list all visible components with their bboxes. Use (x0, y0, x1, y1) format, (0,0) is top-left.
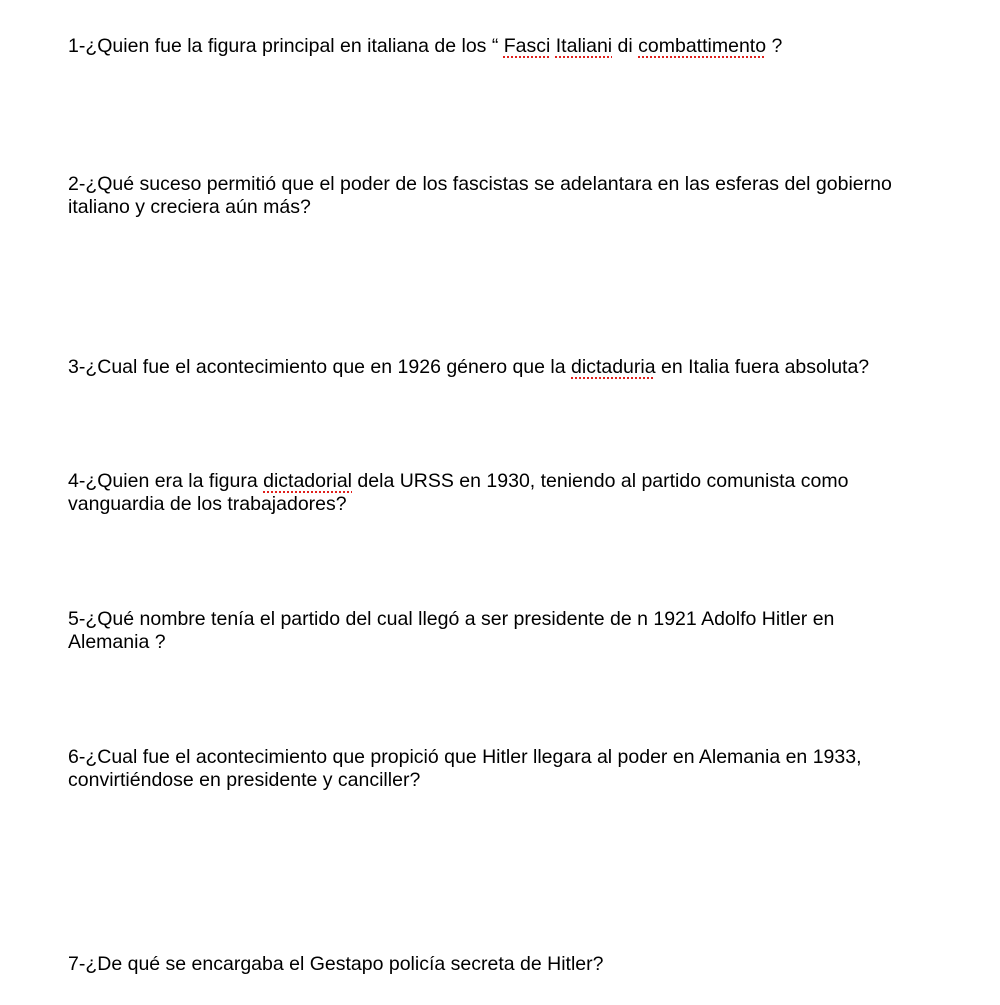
misspelled-word-dictadorial[interactable]: dictadorial (263, 470, 352, 492)
misspelled-word-dictaduria[interactable]: dictaduria (571, 356, 656, 378)
misspelled-word-fasci[interactable]: Fasci (503, 35, 551, 57)
misspelled-word-italiani[interactable]: Italiani (555, 35, 613, 57)
question-2-line-2: italiano y creciera aún más? (68, 196, 311, 218)
question-7 (68, 953, 968, 976)
question-3-text: 3-¿Cual fue el acontecimiento que en 1926 género que la (68, 356, 572, 378)
question-2 (68, 173, 968, 219)
question-4-line-2: vanguardia de los trabajadores? (68, 493, 347, 515)
question-3 (68, 356, 968, 379)
question-5 (68, 608, 968, 654)
question-5-line-2: Alemania ? (68, 631, 166, 653)
question-6-line-1: 6-¿Cual fue el acontecimiento que propició que Hitler llegara al poder en Alemania en 1933, (68, 746, 862, 768)
question-1-text: 1-¿Quien fue la figura principal en italiana de los “ (68, 35, 504, 57)
question-6-line-2: convirtiéndose en presidente y canciller? (68, 769, 421, 791)
question-2-line-1: 2-¿Qué suceso permitió que el poder de los fascistas se adelantara en las esferas del gobierno (68, 173, 892, 195)
question-3-text-end: en Italia fuera absoluta? (655, 356, 870, 378)
question-4-text-end: dela URSS en 1930, teniendo al partido comunista como (352, 470, 849, 492)
question-1-text-di: di (612, 35, 639, 57)
question-4 (68, 470, 968, 516)
question-4-line-1 (68, 470, 968, 493)
question-4-text: 4-¿Quien era la figura (68, 470, 264, 492)
question-7-line-1: 7-¿De qué se encargaba el Gestapo policía secreta de Hitler? (68, 953, 604, 975)
question-5-line-1: 5-¿Qué nombre tenía el partido del cual llegó a ser presidente de n 1921 Adolfo Hitler en (68, 608, 835, 630)
question-1 (68, 35, 968, 58)
misspelled-word-combattimento[interactable]: combattimento (638, 35, 767, 57)
question-1-text-end: ? (766, 35, 783, 57)
question-6 (68, 746, 968, 792)
